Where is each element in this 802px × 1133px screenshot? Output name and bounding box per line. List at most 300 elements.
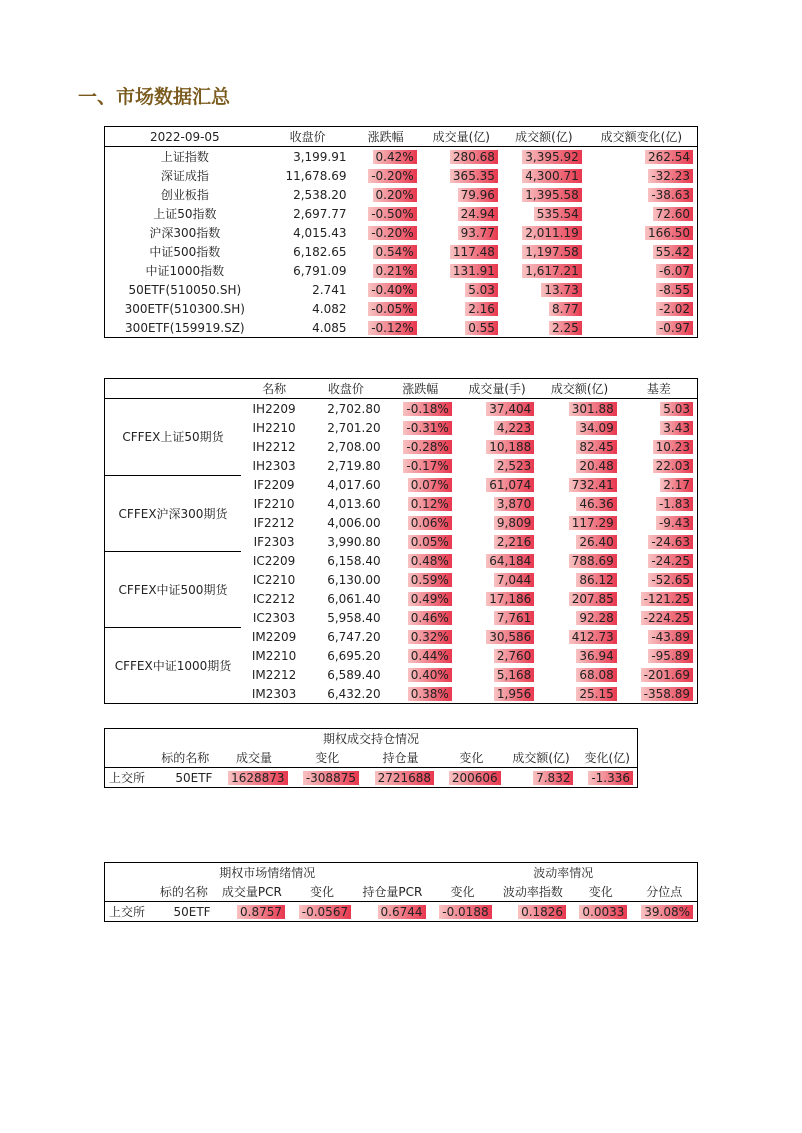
table-row [105,318,698,338]
t1-head: 2022-09-05 [105,127,265,147]
cell-value: 1,395.58 [522,188,581,202]
cell: 300ETF(159919.SZ) [125,320,245,335]
cell-value: 46.36 [576,497,616,511]
t1-head: 成交额(亿) [502,127,586,147]
cell-value: 280.68 [450,150,498,164]
cell [421,166,502,185]
cell: 2,702.80 [327,401,381,416]
cell [538,399,620,419]
cell: 6,061.40 [327,591,381,606]
cell-value: -0.20% [368,226,416,240]
cell-value: 79.96 [458,188,498,202]
table-row [105,242,698,261]
cell: 上证指数 [160,150,209,164]
cell [621,589,698,608]
t4-head: 波动率指数 [496,882,570,902]
cell-value: -2.02 [656,302,693,316]
cell: 中证1000指数 [145,264,225,278]
cell: 2,697.77 [293,206,347,221]
cell: 中证500指数 [149,245,221,259]
cell [385,399,456,419]
cell: 4,013.60 [327,496,381,511]
cell [456,532,538,551]
t4-head: 标的名称 [153,882,214,902]
cell-value: -1.83 [656,497,693,511]
cell-value: 2,760 [494,649,534,663]
cell: 0.1826 [518,905,566,919]
cell: 深证成指 [160,169,209,183]
cell: 39.08% [641,905,693,919]
cell-value: -0.40% [368,283,416,297]
t2-head: 成交量(手) [456,379,538,399]
cell [456,475,538,494]
cell: 4.082 [312,301,347,316]
cell-value: 68.08 [576,668,616,682]
cell: 3,990.80 [327,534,381,549]
cell [538,589,620,608]
cell-value: -0.31% [403,421,451,435]
cell [538,494,620,513]
cell-value: 0.59% [408,573,452,587]
cell: -0.0567 [299,905,351,919]
cell [538,627,620,646]
cell [385,532,456,551]
t3-head: 变化(亿) [577,748,637,768]
cell [586,166,698,185]
cell [502,318,586,338]
cell-value: -0.28% [403,440,451,454]
cell-value: -24.63 [648,535,693,549]
cell [586,280,698,299]
t3-head: 标的名称 [154,748,216,768]
cell: IH2209 [252,401,296,416]
group-name: CFFEX上证50期货 [105,399,242,476]
cell: 2,708.00 [327,439,381,454]
cell [502,185,586,204]
cell [456,627,538,646]
cell: 6,589.40 [327,667,381,682]
cell-value: 0.46% [408,611,452,625]
cell-value: 0.07% [408,478,452,492]
cell [621,437,698,456]
table-row [105,399,698,419]
cell-value: 207.85 [569,592,617,606]
cell-value: -8.55 [656,283,693,297]
cell-value: 2,523 [494,459,534,473]
cell: IM2303 [251,686,297,701]
cell: 2.741 [312,282,347,297]
t1-head: 成交量(亿) [421,127,502,147]
cell: -308875 [303,771,359,785]
cell [586,185,698,204]
cell: 上交所 [109,905,146,919]
cell-value: 10,188 [486,440,534,454]
cell-value: 36.94 [576,649,616,663]
cell [351,299,421,318]
cell: 6,182.65 [293,244,347,259]
cell [621,551,698,570]
cell [502,204,586,223]
cell: 4,017.60 [327,477,381,492]
t3-head: 变化 [438,748,505,768]
cell [621,399,698,419]
cell: IF2303 [253,534,295,549]
table-row [105,204,698,223]
cell-value: 5.03 [660,402,693,416]
cell [538,646,620,665]
index-table [104,126,698,338]
cell: IM2210 [251,648,297,663]
cell-value: 26.40 [576,535,616,549]
cell-value: 4,300.71 [522,169,581,183]
cell-value: -0.18% [403,402,451,416]
cell: IC2303 [252,610,296,625]
cell [621,494,698,513]
t1-head: 涨跌幅 [351,127,421,147]
cell: IF2209 [253,477,295,492]
cell-value: 0.05% [408,535,452,549]
t2-head: 涨跌幅 [385,379,456,399]
table-row [105,475,698,494]
cell: IM2212 [251,667,297,682]
cell-value: 0.21% [373,264,417,278]
cell-value: 82.45 [576,440,616,454]
cell-value: 64,184 [486,554,534,568]
cell [586,223,698,242]
cell [456,513,538,532]
t2-head: 收盘价 [307,379,384,399]
cell-value: -224.25 [641,611,693,625]
cell [385,494,456,513]
cell-value: 0.42% [373,150,417,164]
cell [621,475,698,494]
cell [351,147,421,167]
cell-value: 0.06% [408,516,452,530]
cell: 3,199.91 [293,149,347,164]
cell: 4,015.43 [293,225,347,240]
cell-value: 0.32% [408,630,452,644]
cell-value: 3,395.92 [522,150,581,164]
cell: 11,678.69 [285,168,347,183]
cell: 200606 [449,771,501,785]
cell [385,551,456,570]
t3-head: 成交量 [216,748,291,768]
cell [351,185,421,204]
cell: IH2303 [252,458,296,473]
cell-value: 3,870 [494,497,534,511]
cell-value: -0.50% [368,207,416,221]
t3-head: 变化 [292,748,363,768]
cell-value: 1,956 [494,687,534,701]
t2-head: 基差 [621,379,698,399]
t1-head: 收盘价 [265,127,351,147]
cell [538,475,620,494]
table-row [105,280,698,299]
cell-value: 0.20% [373,188,417,202]
cell-value: 2.17 [660,478,693,492]
cell [385,570,456,589]
t4-head: 分位点 [631,882,697,902]
cell-value: 7,761 [494,611,534,625]
table-row [105,185,698,204]
cell: IF2210 [253,496,295,511]
cell-value: 72.60 [653,207,693,221]
cell-value: -121.25 [641,592,693,606]
cell: 创业板指 [160,188,209,202]
cell [586,204,698,223]
cell [456,399,538,419]
cell [538,437,620,456]
cell-value: -95.89 [648,649,693,663]
cell [351,166,421,185]
cell-value: -0.05% [368,302,416,316]
cell [456,418,538,437]
cell: IH2212 [252,439,296,454]
cell [351,242,421,261]
cell [502,261,586,280]
cell [456,437,538,456]
cell: 7.832 [533,771,573,785]
cell: 6,747.20 [327,629,381,644]
t4-head: 变化 [289,882,355,902]
cell-value: 0.40% [408,668,452,682]
cell: IC2212 [252,591,296,606]
cell-value: 412.73 [569,630,617,644]
cell [502,242,586,261]
t2-head: 名称 [241,379,307,399]
cell [385,513,456,532]
cell [351,223,421,242]
cell [385,665,456,684]
cell-value: 13.73 [541,283,581,297]
cell [456,589,538,608]
cell-value: 0.49% [408,592,452,606]
cell [421,242,502,261]
t1-head: 成交额变化(亿) [586,127,698,147]
cell [421,261,502,280]
group-name: CFFEX中证500期货 [105,551,242,627]
cell: -1.336 [588,771,633,785]
options-table [104,728,638,788]
cell [621,646,698,665]
cell: 50ETF [173,904,211,919]
cell-value: 24.94 [458,207,498,221]
cell-value: 1,617.21 [522,264,581,278]
cell-value: 3.43 [660,421,693,435]
cell-value: -6.07 [656,264,693,278]
cell [586,261,698,280]
cell: 6,158.40 [327,553,381,568]
cell-value: -43.89 [648,630,693,644]
cell-value: 93.77 [458,226,498,240]
t2-head: 成交额(亿) [538,379,620,399]
cell [421,299,502,318]
cell [385,589,456,608]
cell: 上证50指数 [153,207,217,221]
cell [421,280,502,299]
cell-value: 0.44% [408,649,452,663]
cell-value: 2,216 [494,535,534,549]
cell: IF2212 [253,515,295,530]
cell-value: 262.54 [645,150,693,164]
cell: 6,791.09 [293,263,347,278]
cell [456,456,538,475]
cell: 6,432.20 [327,686,381,701]
cell [385,646,456,665]
cell: IM2209 [251,629,297,644]
cell-value: 365.35 [450,169,498,183]
cell [385,437,456,456]
cell-value: -0.20% [368,169,416,183]
cell: 6,695.20 [327,648,381,663]
cell-value: 0.54% [373,245,417,259]
cell: 上交所 [109,771,146,785]
cell: 5,958.40 [327,610,381,625]
cell-value: 0.12% [408,497,452,511]
cell [538,608,620,627]
cell-value: 2,011.19 [522,226,581,240]
cell [351,280,421,299]
cell: 沪深300指数 [149,226,221,240]
cell-value: 22.03 [653,459,693,473]
cell [385,684,456,704]
cell: 1628873 [228,771,287,785]
cell-value: 2.25 [549,321,582,335]
cell-value: -201.69 [641,668,693,682]
t3-head: 成交额(亿) [505,748,578,768]
cell-value: 10.23 [653,440,693,454]
cell-value: 86.12 [576,573,616,587]
cell: -0.0188 [439,905,491,919]
t4-title1: 期权市场情绪情况 [219,866,316,880]
cell [385,475,456,494]
cell-value: 61,074 [486,478,534,492]
cell-value: -24.25 [648,554,693,568]
cell [502,147,586,167]
cell [385,627,456,646]
cell-value: 131.91 [450,264,498,278]
cell [621,570,698,589]
cell: IC2209 [252,553,296,568]
cell-value: 5.03 [465,283,498,297]
cell [538,532,620,551]
cell-value: 37,404 [486,402,534,416]
cell [385,608,456,627]
cell [538,665,620,684]
cell-value: 55.42 [653,245,693,259]
cell [456,646,538,665]
cell: 50ETF [175,770,213,785]
table-row [105,223,698,242]
cell: 50ETF(510050.SH) [128,282,242,297]
cell-value: 92.28 [576,611,616,625]
cell [502,166,586,185]
cell [538,684,620,704]
t4-head: 成交量PCR [215,882,289,902]
cell-value: 17,186 [486,592,534,606]
cell: 4.085 [312,320,347,335]
cell: 6,130.00 [327,572,381,587]
t3-head: 持仓量 [363,748,438,768]
cell: 2721688 [375,771,434,785]
cell [351,204,421,223]
cell [456,665,538,684]
cell [538,570,620,589]
cell [421,204,502,223]
cell [421,185,502,204]
cell [586,318,698,338]
cell: IH2210 [252,420,296,435]
cell-value: 535.54 [534,207,582,221]
cell [456,684,538,704]
cell-value: -0.12% [368,321,416,335]
cell [456,608,538,627]
cell: 2,701.20 [327,420,381,435]
cell-value: 8.77 [549,302,582,316]
cell [621,627,698,646]
cell [421,318,502,338]
cell-value: 0.48% [408,554,452,568]
table-row [105,261,698,280]
cell [538,456,620,475]
cell: 2,719.80 [327,458,381,473]
cell [621,513,698,532]
cell-value: 25.15 [576,687,616,701]
cell-value: 5,168 [494,668,534,682]
cell [385,456,456,475]
cell-value: 117.48 [450,245,498,259]
t4-title2: 波动率情况 [533,866,594,880]
cell-value: 301.88 [569,402,617,416]
cell: IC2210 [252,572,296,587]
cell-value: 7,044 [494,573,534,587]
cell [456,570,538,589]
cell-value: 732.41 [569,478,617,492]
group-name: CFFEX沪深300期货 [105,475,242,551]
table-row [105,627,698,646]
cell [502,223,586,242]
cell [586,299,698,318]
cell [621,665,698,684]
cell [621,456,698,475]
cell [351,318,421,338]
cell-value: -52.65 [648,573,693,587]
cell [351,261,421,280]
cell [502,280,586,299]
cell [621,684,698,704]
table-row [105,551,698,570]
cell-value: 2.16 [465,302,498,316]
table-row [105,299,698,318]
cell: 0.0033 [579,905,627,919]
cell-value: 1,197.58 [522,245,581,259]
cell-value: 30,586 [486,630,534,644]
cell [538,551,620,570]
cell [456,551,538,570]
futures-table [104,378,698,704]
cell [621,608,698,627]
section-title: 一、市场数据汇总 [78,86,231,108]
cell: 4,006.00 [327,515,381,530]
cell-value: -358.89 [641,687,693,701]
t4-head: 变化 [570,882,631,902]
cell: 2,538.20 [293,187,347,202]
table-row [105,166,698,185]
cell [538,418,620,437]
cell [621,418,698,437]
cell [586,147,698,167]
cell-value: 117.29 [569,516,617,530]
